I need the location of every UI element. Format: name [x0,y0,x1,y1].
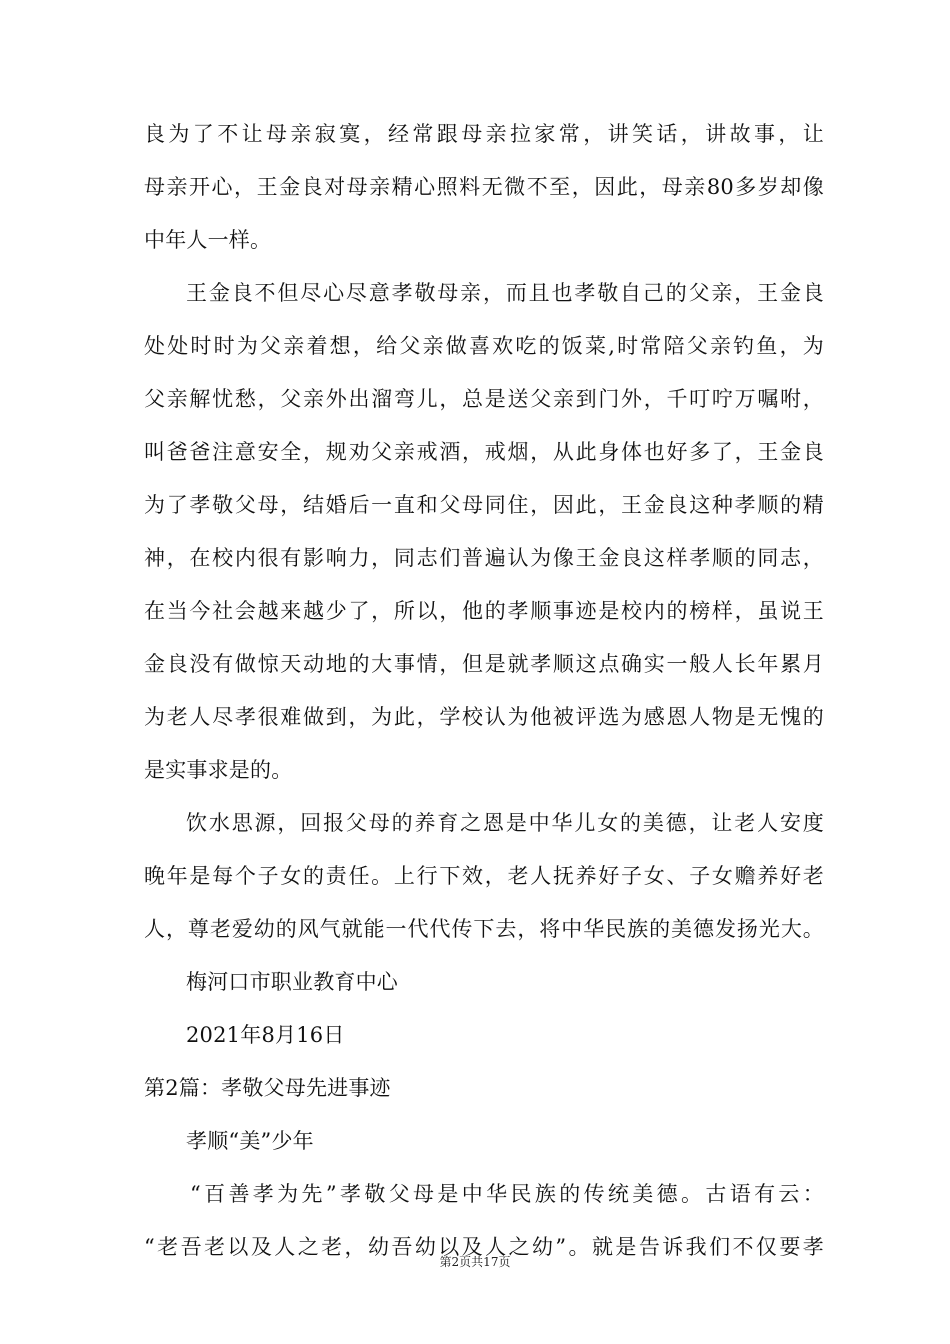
quote-line-1: “百善孝为先”孝敬父母是中华民族的传统美德。古语有云： [190,1182,824,1206]
paragraph-line-4: 王金良不但尽心尽意孝敬母亲，而且也孝敬自己的父亲，王金良 [186,281,824,305]
paragraph-line-16: 人，尊老爱幼的风气就能一代代传下去，将中华民族的美德发扬光大。 [144,917,824,941]
paragraph-line-7: 叫爸爸注意安全，规劝父亲戒酒，戒烟，从此身体也好多了，王金良 [144,440,824,464]
paragraph-line-14: 饮水思源，回报父母的养育之恩是中华儿女的美德，让老人安度 [186,811,824,835]
paragraph-line-6: 父亲解忧愁，父亲外出溜弯儿，总是送父亲到门外，千叮咛万嘱咐， [144,387,824,411]
quote-line-2: “老吾老以及人之老，幼吾幼以及人之幼”。就是告诉我们不仅要孝 [144,1235,824,1259]
paragraph-line-10: 在当今社会越来越少了，所以，他的孝顺事迹是校内的榜样，虽说王 [144,599,824,623]
subheading: 孝顺“美”少年 [186,1129,314,1153]
paragraph-line-15: 晚年是每个子女的责任。上行下效，老人抚养好子女、子女赡养好老 [144,864,824,888]
paragraph-line-9: 神，在校内很有影响力，同志们普遍认为像王金良这样孝顺的同志， [144,546,824,570]
paragraph-line-11: 金良没有做惊天动地的大事情，但是就孝顺这点确实一般人长年累月 [144,652,824,676]
paragraph-line-12: 为老人尽孝很难做到，为此，学校认为他被评选为感恩人物是无愧的 [144,705,824,729]
organization-name: 梅河口市职业教育中心 [186,970,398,994]
paragraph-line-5: 处处时时为父亲着想，给父亲做喜欢吃的饭菜,时常陪父亲钓鱼，为 [144,334,824,358]
document-date: 2021年8月16日 [186,1023,345,1047]
paragraph-line-3: 中年人一样。 [144,228,272,252]
section-heading: 第2篇：孝敬父母先进事迹 [144,1076,391,1100]
paragraph-line-8: 为了孝敬父母，结婚后一直和父母同住，因此，王金良这种孝顺的精 [144,493,824,517]
paragraph-line-1: 良为了不让母亲寂寞，经常跟母亲拉家常，讲笑话，讲故事，让 [144,122,824,146]
page-footer: 第2页共17页 [439,1255,511,1269]
paragraph-line-13: 是实事求是的。 [144,758,293,782]
paragraph-line-2: 母亲开心，王金良对母亲精心照料无微不至，因此，母亲80多岁却像 [144,175,824,199]
